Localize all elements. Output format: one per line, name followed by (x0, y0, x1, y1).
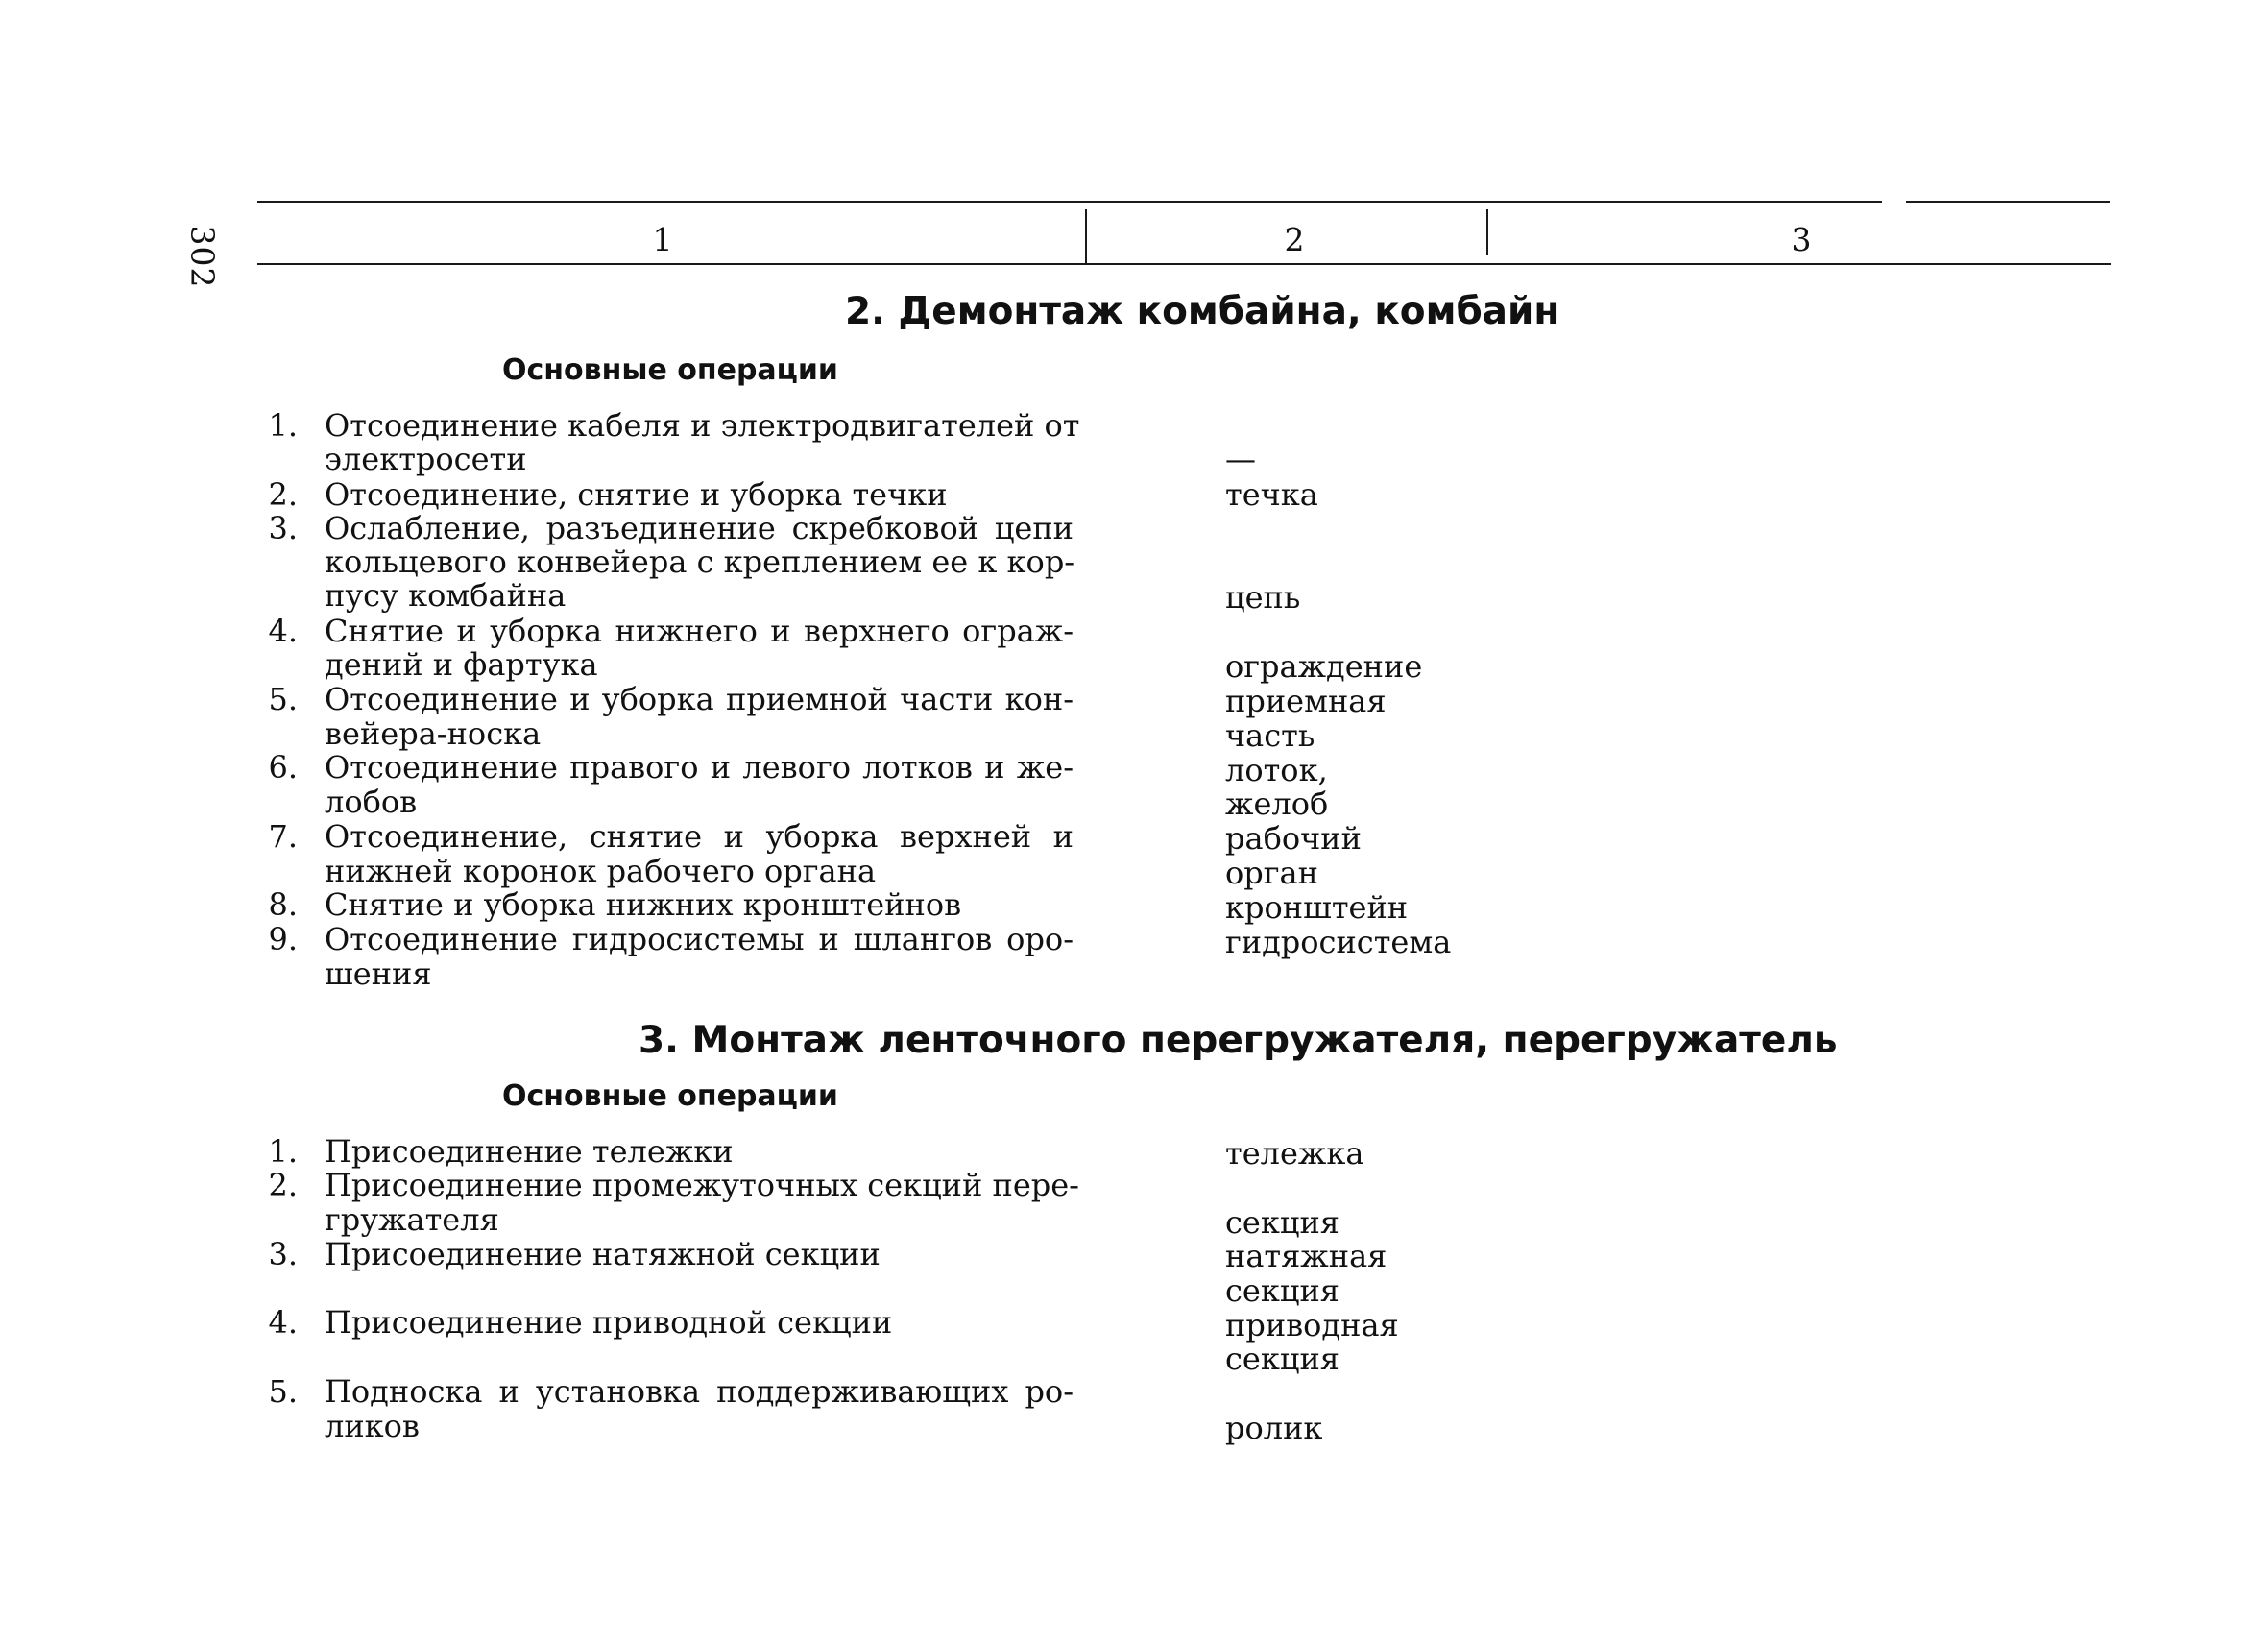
item-number: 2. (268, 476, 298, 513)
item-object: рабочий (1225, 820, 1362, 857)
item-text-line: Отсоединение кабеля и электродвигателей от (325, 407, 1080, 444)
header-top-rule (257, 201, 1882, 203)
item-text-line: Снятие и уборка нижнего и верхнего ограж- (325, 613, 1074, 649)
item-number: 4. (268, 613, 298, 649)
item-object: желоб (1225, 786, 1329, 822)
item-object: секция (1225, 1204, 1339, 1241)
item-text-line: дений и фартука (325, 646, 598, 683)
item-text-line: гружателя (325, 1201, 499, 1238)
item-number: 6. (268, 749, 298, 786)
item-object: гидросистема (1225, 924, 1452, 960)
item-number: 1. (268, 1133, 298, 1170)
item-object: приводная (1225, 1307, 1399, 1343)
item-text-line: Отсоединение правого и левого лотков и же- (325, 749, 1074, 786)
item-object: приемная (1225, 683, 1387, 719)
item-text-line: Присоединение натяжной секции (325, 1236, 881, 1272)
item-object: часть (1225, 717, 1315, 754)
item-object: течка (1225, 476, 1318, 513)
column-separator-2 (1486, 209, 1488, 255)
item-number: 2. (268, 1167, 298, 1203)
item-text-line: вейера-носка (325, 715, 542, 752)
item-text-line: Снятие и уборка нижних кронштейнов (325, 886, 962, 923)
item-number: 3. (268, 1236, 298, 1272)
item-object: кронштейн (1225, 889, 1409, 926)
column-header-3: 3 (1791, 221, 1812, 258)
item-text-line: ликов (325, 1408, 420, 1444)
column-separator-1 (1085, 209, 1087, 263)
item-number: 5. (268, 1373, 298, 1410)
header-bottom-rule (257, 263, 2111, 265)
item-number: 1. (268, 407, 298, 444)
item-number: 4. (268, 1304, 298, 1341)
section-2-operations-heading: Основные операции (502, 353, 838, 387)
item-object: секция (1225, 1341, 1339, 1377)
item-object: тележка (1225, 1135, 1364, 1172)
item-number: 8. (268, 886, 298, 923)
item-text-line: Отсоединение и уборка приемной части кон- (325, 681, 1074, 717)
item-object: орган (1225, 855, 1318, 891)
column-header-2: 2 (1284, 221, 1305, 258)
item-text-line: электросети (325, 441, 527, 477)
item-object: ограждение (1225, 648, 1423, 685)
header-top-rule-right (1906, 201, 2110, 203)
section-3-operations-heading: Основные операции (502, 1079, 838, 1113)
item-text-line: нижней коронок рабочего органа (325, 853, 877, 889)
section-3-title: 3. Монтаж ленточного перегружателя, перегружатель (639, 1019, 1838, 1062)
item-object: ролик (1225, 1410, 1323, 1446)
item-object: — (1225, 441, 1256, 477)
item-text-line: пусу комбайна (325, 577, 567, 614)
column-header-1: 1 (652, 221, 673, 258)
section-2-title: 2. Демонтаж комбайна, комбайн (845, 290, 1560, 333)
item-text-line: Присоединение тележки (325, 1133, 734, 1170)
item-object: натяжная (1225, 1238, 1387, 1274)
item-number: 5. (268, 681, 298, 717)
item-text-line: Присоединение промежуточных секций пере- (325, 1167, 1079, 1203)
item-text-line: Отсоединение гидросистемы и шлангов оро- (325, 921, 1074, 957)
page-number: 302 (183, 225, 222, 289)
item-text-line: Ослабление, разъединение скребковой цепи (325, 510, 1074, 546)
item-number: 3. (268, 510, 298, 546)
item-number: 7. (268, 818, 298, 855)
item-text-line: лобов (325, 784, 418, 820)
item-text-line: Отсоединение, снятие и уборка верхней и (325, 818, 1074, 855)
item-object: лоток, (1225, 752, 1328, 788)
item-object: цепь (1225, 579, 1301, 616)
item-text-line: кольцевого конвейера с креплением ее к кор- (325, 544, 1075, 580)
item-text-line: шения (325, 956, 432, 992)
item-text-line: Отсоединение, снятие и уборка течки (325, 476, 948, 513)
item-number: 9. (268, 921, 298, 957)
item-text-line: Присоединение приводной секции (325, 1304, 893, 1341)
item-object: секция (1225, 1272, 1339, 1309)
item-text-line: Подноска и установка поддерживающих ро- (325, 1373, 1074, 1410)
